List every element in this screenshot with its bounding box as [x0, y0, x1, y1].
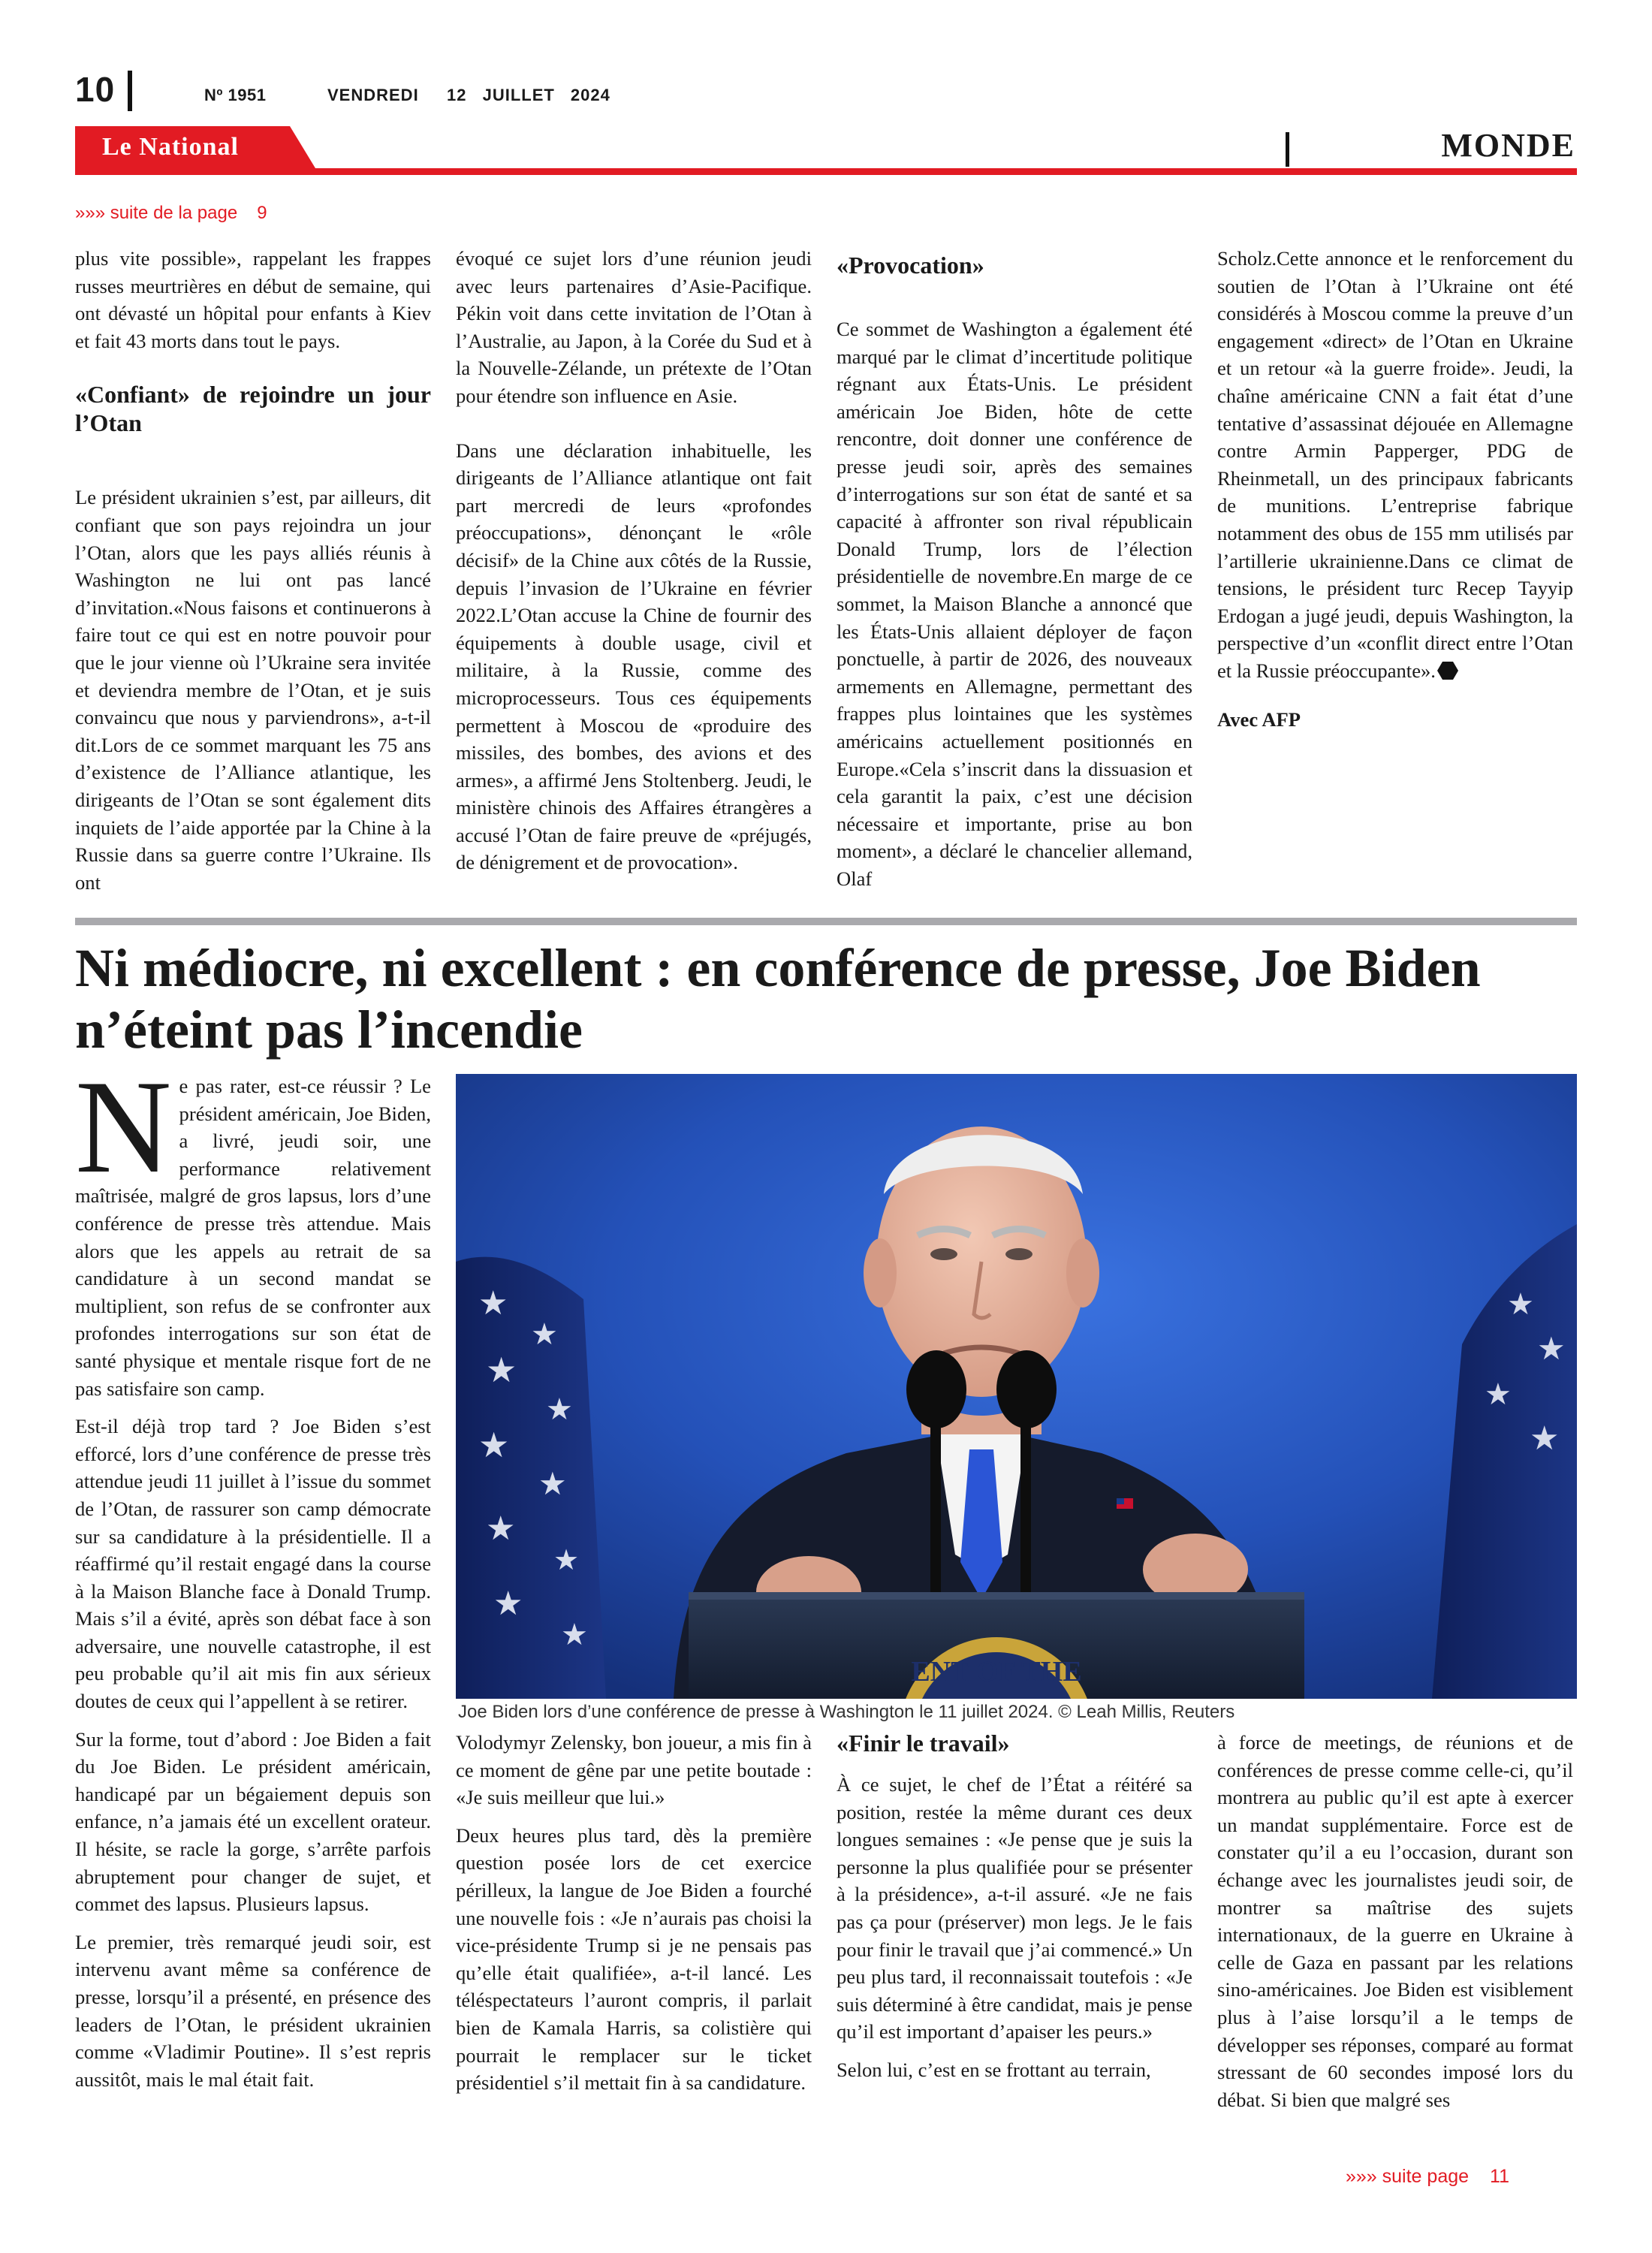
svg-text:★: ★ — [561, 1618, 588, 1652]
svg-text:★: ★ — [538, 1465, 567, 1502]
drop-cap: N — [75, 1052, 172, 1201]
article2-subhead-finish: «Finir le travail» — [837, 1730, 1010, 1757]
header-rule — [75, 168, 1577, 175]
article1-credit: Avec AFP — [1217, 707, 1301, 731]
article1-paragraph: Dans une déclaration inhabituelle, les dirigeants de l’Alliance atlantique ont fait part mercredi de leurs «profondes préoccupations», dénonçant le «rôle décisif» de la Chine aux côtés de la Russie, depuis l’invasion de l’Ukraine en février 2022.L’Otan accuse la Chine de fournir des équipements à double usage, civil et militaire, à la Russie, comme des microprocesseurs. Tous ces équipements permettent à Moscou de «produire des missiles, des bombes, des avions et des armes», a affirmé Jens Stoltenberg. Jeudi, le ministère chinois des Affaires étrangères a accusé l’Otan de faire preuve de «préjugés, de dénigrement et de provocation». — [456, 439, 812, 874]
svg-text:★: ★ — [478, 1284, 508, 1323]
article2-column-3 — [837, 1729, 1192, 2095]
article2-column-2 — [456, 1729, 812, 2107]
article1-column-1 — [75, 245, 431, 906]
article2-paragraph: à force de meetings, de réunions et de conférences de presse comme celle-ci, qu’il montrera au public qu’il est apte à exercer un mandat supplémentaire. Force est de constater qu’il a eu l’occasion, durant son échange avec les journalistes jeudi soir, de montrer sa maîtrise des sujets internationaux, de la guerre en Ukraine à celle de Gaza en passant par les relations sino-américaines. Joe Biden est visiblement plus à l’aise lorsqu’il a le temps de développer ses réponses, comparé au format stressant de 60 secondes imposé lors du débat. Si bien que malgré ses — [1217, 1731, 1573, 2111]
svg-text:★: ★ — [1537, 1330, 1566, 1367]
section-divider — [1286, 132, 1289, 167]
article2-paragraph: Selon lui, c’est en se frottant au terrain, — [837, 2058, 1151, 2081]
svg-text:★: ★ — [486, 1350, 517, 1390]
article1-column-2 — [456, 245, 812, 887]
issue-date: 12 JUILLET 2024 — [447, 86, 610, 104]
svg-text:★: ★ — [486, 1510, 516, 1548]
svg-text:★: ★ — [1507, 1287, 1534, 1322]
continued-to — [1346, 2166, 1509, 2188]
article1-subhead-provocation: «Provocation» — [837, 252, 984, 279]
seal-text: ENT OF THE — [911, 1656, 1082, 1687]
svg-text:★: ★ — [531, 1317, 558, 1352]
article2-column-4 — [1217, 1729, 1573, 2124]
svg-text:★: ★ — [493, 1585, 523, 1623]
article2-paragraph: Volodymyr Zelensky, bon joueur, a mis fin à ce moment de gêne par une petite boutade : «Je suis meilleur que lui.» — [456, 1731, 812, 1809]
article1-paragraph: Le président ukrainien s’est, par ailleurs, dit confiant que son pays rejoindra un jour l’Otan, alors que les pays alliés réunis à Washington ne lui ont pas lancé d’invitation.«Nous faisons et continuerons à faire tout ce qui est en notre pouvoir pour que le jour vienne où l’Ukraine sera invitée et deviendra membre de l’Otan, et je suis convaincu que nous y parviendrons», a-t-il dit.Lors de ce sommet marquant les 75 ans d’existence de l’Alliance atlantique, les dirigeants de l’Otan se sont également dits inquiets de l’aide apportée par la Chine à la Russie dans sa guerre contre l’Ukraine. Ils ont — [75, 486, 431, 894]
photo-caption: Joe Biden lors d’une conférence de presse à Washington le 11 juillet 2024. © Leah Millis, Reuters — [458, 1702, 1235, 1722]
article2-lead-paragraph — [75, 1052, 431, 1402]
article1-paragraph: plus vite possible», rappelant les frappes russes meurtrières en début de semaine, qui ont dévasté un hôpital pour enfants à Kiev et fait 43 morts dans tout le pays. — [75, 247, 431, 352]
section-title: MONDE — [1441, 127, 1575, 164]
article2-paragraph: Est-il déjà trop tard ? Joe Biden s’est efforcé, lors d’une conférence de presse très attendue jeudi 11 juillet à l’issue du sommet de l’Otan, de rassurer son camp démocrate sur sa candidature à la présidentielle. Il a réaffirmé qu’il restait engagé dans la course à la Maison Blanche face à Donald Trump. Mais s’il a évité, après son débat face à son adversaire, une nouvelle catastrophe, il est peu probable qu’il ait mis fin aux sérieux doutes de ceux qui l’appellent à se retirer. — [75, 1415, 431, 1713]
article1-paragraph: évoqué ce sujet lors d’une réunion jeudi avec leurs partenaires d’Asie-Pacifique. Pékin voit dans cette invitation de l’Otan à l’Australie, au Japon, à la Corée du Sud et à la Nouvelle-Zélande, un prétexte de l’Otan pour étendre son influence en Asie. — [456, 247, 812, 407]
article2-lead-text: e pas rater, est-ce réussir ? Le président américain, Joe Biden, a livré, jeudi soir, une performance relativement maîtrisée, malgré de gros lapsus, lors d’une conférence de presse très attendue. Mais alors que les appels au retrait de sa candidature à un second mandat se multiplient, son refus de se confronter aux profondes interrogations sur son état de santé physique et mentale risque fort de ne pas satisfaire son camp. — [75, 1075, 431, 1400]
article2-paragraph: Le premier, très remarqué jeudi soir, est intervenu avant même sa conférence de presse, lorsqu’il a présenté, en présence des leaders de l’Otan, le président ukrainien comme «Vladimir Poutine». Il s’est repris aussitôt, mais le mal était fait. — [75, 1930, 431, 2091]
article2-column-1 — [75, 1052, 431, 2104]
issue-weekday: VENDREDI — [327, 86, 419, 104]
end-of-article-icon — [1437, 661, 1458, 680]
article2-paragraph: À ce sujet, le chef de l’État a réitéré sa position, restée la même durant ces deux longues semaines : «Je pense que je suis la personne la plus qualifiée pour se présenter à la présidence», a-t-il assuré. «Je ne fais pas ça pour (préserver) mon legs. Je le fais pour finir le travail que j’ai commencé.» Un peu plus tard, il reconnaissait toutefois : «Je suis déterminé à être candidat, mais je pense qu’il est important d’apaiser les peurs.» — [837, 1773, 1192, 2043]
continued-to-page: 11 — [1490, 2166, 1509, 2187]
article1-paragraph — [1217, 245, 1573, 685]
continued-to-label: »»» suite page — [1346, 2166, 1470, 2187]
svg-text:★: ★ — [553, 1543, 580, 1576]
article2-headline: Ni médiocre, ni excellent : en conférence de presse, Joe Biden n’éteint pas l’incendie — [75, 938, 1481, 1060]
article2-paragraph: Deux heures plus tard, dès la première question posée lors de cet exercice périlleux, la langue de Joe Biden a fourché une nouvelle fois : «Je n’aurais pas choisi la vice-présidente Trump si je ne pensais pas qu’elle était qualifiée», a-t-il lancé. Les téléspectateurs l’auront compris, il parlait bien de Kamala Harris, sa colistière qui pourrait le remplacer sur le ticket présidentiel s’il mettait fin à sa candidature. — [456, 1823, 812, 2095]
article2-paragraph: Sur la forme, tout d’abord : Joe Biden a fait du Joe Biden. Le président américain, handicapé par un bégaiement depuis son enfance, n’a jamais été un excellent orateur. Il hésite, se racle la gorge, s’arrête parfois abruptement pour changer de sujet, et commet des lapsus. Plusieurs lapsus. — [75, 1727, 431, 1916]
brand-name: Le National — [102, 133, 239, 161]
page-number-divider — [128, 71, 132, 111]
svg-text:★: ★ — [546, 1392, 573, 1427]
continued-from-page: 9 — [257, 203, 267, 223]
issue-number: Nº 1951 — [204, 86, 267, 104]
brand-banner — [75, 126, 315, 168]
article-separator — [75, 918, 1577, 925]
article2-photo — [456, 1074, 1577, 1699]
article1-paragraph: Ce sommet de Washington a également été marqué par le climat d’incertitude politique régnant aux États-Unis. Le président américain Joe Biden, hôte de cette rencontre, doit donner une conférence de presse jeudi soir, après des semaines d’interrogations sur son état de santé et sa capacité à affronter son rival républicain Donald Trump, lors de l’élection présidentielle de novembre.En marge de ce sommet, la Maison Blanche a annoncé que les États-Unis allaient déployer de façon ponctuelle, à partir de 2026, des nouveaux armements en Allemagne, permettant des frappes plus lointaines que les systèmes américains actuellement positionnés en Europe.«Cela s’inscrit dans la dissuasion et cela garantit la paix, c’est une décision nécessaire et importante, prise au bon moment», a déclaré le chancelier allemand, Olaf — [837, 318, 1192, 890]
page-number: 10 — [75, 70, 116, 109]
svg-text:★: ★ — [1485, 1377, 1512, 1412]
article1-closing-text: Scholz.Cette annonce et le renforcement du soutien de l’Otan à l’Ukraine ont été considérés à Moscou comme la preuve d’un engagement «direct» de l’Otan en Ukraine et un retour «à la guerre froide». Jeudi, la chaîne américaine CNN a fait état d’une tentative d’assassinat déjouée en Allemagne contre Armin Papperger, PDG de Rheinmetall, un des principaux fabricants de munitions. L’entreprise fabrique notamment des obus de 155 mm utilisés par l’artillerie ukrainienne.Dans ce climat de tensions, le président turc Recep Tayyip Erdogan a jugé jeudi, depuis Washington, la perspective d’un «conflit direct entre l’Otan et la Russie préoccupante». — [1217, 247, 1573, 682]
article1-subhead-confident: «Confiant» de rejoindre un jour l’Otan — [75, 381, 431, 437]
article1-column-4 — [1217, 245, 1573, 743]
continued-from — [75, 203, 267, 224]
press-conference-photo — [456, 1074, 1577, 1699]
continued-from-label: »»» suite de la page — [75, 203, 238, 223]
svg-text:★: ★ — [478, 1425, 510, 1465]
svg-text:★: ★ — [1530, 1419, 1560, 1458]
article1-column-3 — [837, 245, 1192, 903]
